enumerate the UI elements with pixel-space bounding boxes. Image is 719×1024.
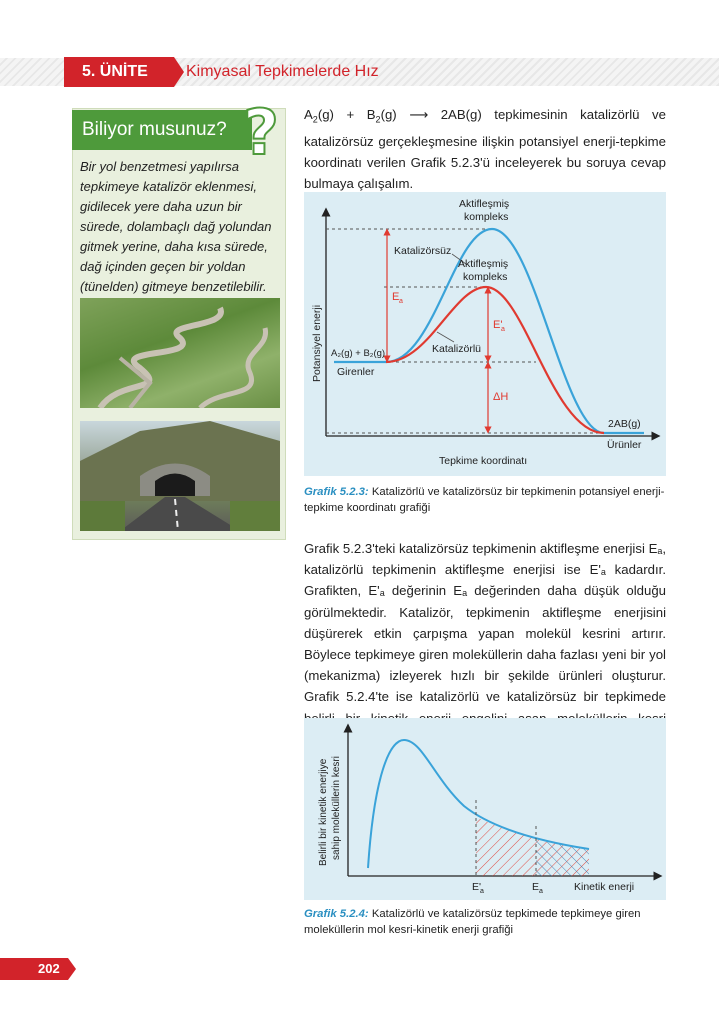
y-axis-label-2: sahip moleküllerin kesri <box>331 756 342 860</box>
unit-title: Kimyasal Tepkimelerde Hız <box>186 63 379 80</box>
reactants-formula-label: A₂(g) + B₂(g) <box>331 348 386 359</box>
product-formula-label: 2AB(g) <box>608 418 641 430</box>
ea-label: E <box>392 291 400 303</box>
ea-marker-label: E <box>532 881 540 893</box>
kinetic-energy-chart <box>304 718 666 900</box>
ea-prime-sub-label: a <box>501 326 505 333</box>
complex-low-label-2: kompleks <box>463 271 508 283</box>
unit-tab: 5. ÜNİTE <box>64 57 174 87</box>
ea-sub-label: a <box>399 298 403 305</box>
delta-h-label: ΔH <box>493 391 509 403</box>
ea-prime-marker-sub: a <box>480 888 484 895</box>
ea-prime-marker-label: E' <box>472 881 482 893</box>
x-axis-label: Tepkime koordinatı <box>439 455 528 467</box>
body-paragraph: Grafik 5.2.3'teki katalizörsüz tepkimenin aktifleşme enerjisi Eₐ, katalizörlü tepkimenin aktifleşme enerjisi ise E'ₐ kadardır. Grafikten, E'ₐ değerinin Eₐ değerinden daha düşük olduğu görülmektedir. Katalizör, tepkimenin aktifleşme enerjisini düşürerek etkin çarpışma yapan molekül kesrini artırır. Böylece tepkimeye giren moleküllerin daha fazlası yeni bir yol (mekanizma) izleyerek hızlı bir şekilde ürünleri oluşturur. Grafik 5.2.4'te ise katalizörlü ve katalizörsüz bir tepkimede <box>304 541 666 705</box>
products-label: Ürünler <box>607 439 642 451</box>
intro-paragraph: $A_2(g) + B_2(g)$ ⟶ 2AB(g) tepkimesinin katalizörlü ve katalizörsüz gerçekleşmesine ilişkin potansiyel enerji-tepkime koordinatı verilen Grafik 5.2.3'ü inceleyerek bu soruya cevap bulmaya çalışalım. <box>304 107 666 192</box>
ea-prime-label: E' <box>493 319 503 331</box>
tunnel-photo <box>80 421 280 531</box>
did-you-know-text: Bir yol benzetmesi yapılırsa tepkimeye katalizör eklenmesi, gidilecek yere daha uzun bir sürede, dolambaçlı dağ yolundan gitmek yerine, daha kısa sürede, dağ içinden geçen bir yoldan (tünelden) gitmeye benzetilebilir. <box>80 159 272 294</box>
chart2-caption: Grafik 5.2.4: Katalizörlü ve katalizörsüz tepkimede tepkimeye giren moleküllerin mol kesri-kinetik enerji grafiği <box>304 908 641 936</box>
uncatalyzed-label: Katalizörsüz <box>394 245 452 257</box>
ea-marker-sub: a <box>539 888 543 895</box>
potential-energy-chart <box>304 192 666 476</box>
question-mark-icon: ? <box>243 96 279 169</box>
complex-top-label-1: Aktifleşmiş <box>459 198 510 210</box>
x-axis-label: Kinetik enerji <box>574 881 635 893</box>
page-number: 202 <box>0 958 68 980</box>
catalyzed-label: Katalizörlü <box>432 343 482 355</box>
chart1-caption: Grafik 5.2.3: Katalizörlü ve katalizörsüz bir tepkimenin potansiyel enerji-tepkime koordinatı grafiği <box>304 486 665 514</box>
complex-top-label-2: kompleks <box>464 211 509 223</box>
catalyzed-curve <box>386 287 604 433</box>
reactants-label: Girenler <box>337 366 375 378</box>
did-you-know-heading: Biliyor musunuz? <box>72 110 252 150</box>
y-axis-label-1: Belirli bir kinetik enerjiye <box>318 758 329 866</box>
y-axis-label: Potansiyel enerji <box>311 304 323 382</box>
mountain-road-photo <box>80 298 280 408</box>
complex-low-label-1: Aktifleşmiş <box>458 258 509 270</box>
